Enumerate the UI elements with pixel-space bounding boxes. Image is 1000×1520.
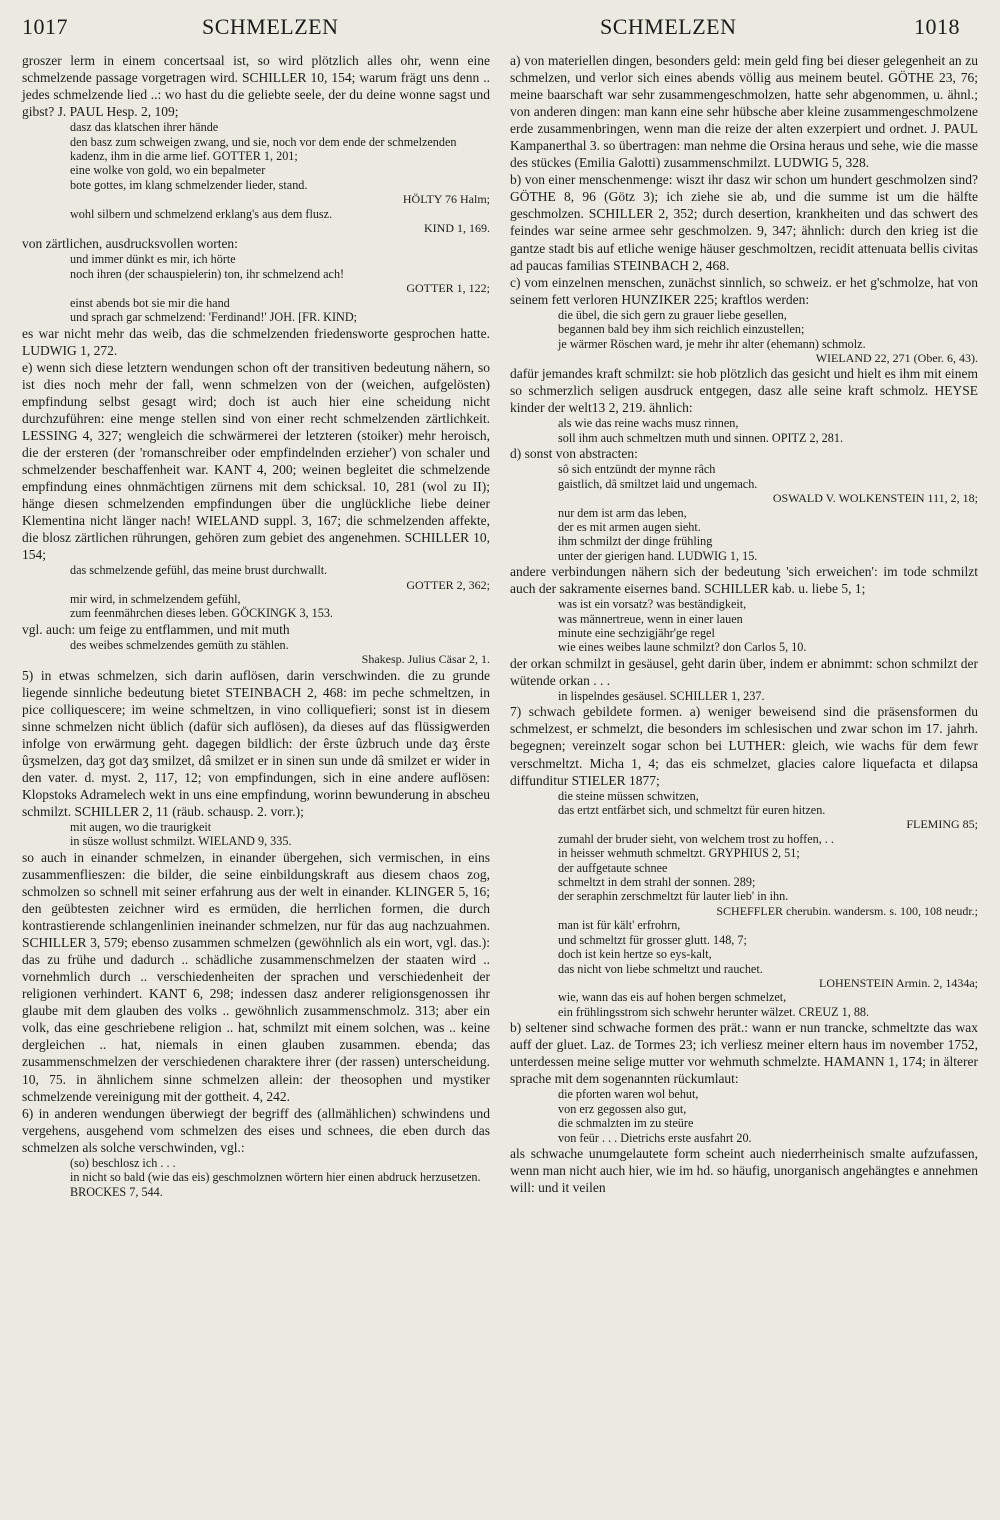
quotation-line: man ist für kält' erfrohrn, <box>558 918 681 933</box>
quotation-line: was männertreue, wenn in einer lauen <box>558 611 743 626</box>
right-column <box>510 52 978 1196</box>
quotation-line: die steine müssen schwitzen, <box>558 788 699 803</box>
quotation-source: FLEMING 85; <box>906 817 978 832</box>
quotation-line: soll ihm auch schmeltzen muth und sinnen. OPITZ 2, 281. <box>558 430 844 445</box>
quotation-block <box>22 1156 490 1199</box>
quotation-line: wie, wann das eis auf hohen bergen schmelzet, <box>558 990 787 1005</box>
quotation-line: zumahl der bruder sieht, von welchem trost zu hoffen, . . <box>558 831 834 846</box>
quotation-block <box>510 1087 978 1145</box>
quotation-line: begannen bald bey ihm sich reichlich einzustellen; <box>558 322 805 337</box>
quotation-line: wohl silbern und schmelzend erklang's aus dem flusz. <box>70 206 333 221</box>
entry-paragraph: so auch in einander schmelzen, in einander übergehen, sich vermischen, in eins zusammenflieszen: die bilder, die seine einbildungskraft aus diesem chaos zog, schmolzen so schnell mit seiner erfahrung aus der welt in einander. KLINGER 5, 16; den geübtesten zeichner wird es ermüden, die herrlichen formen, die durch kontrastierende schlangenlinien ineinander schmelzen, nur für das aug nachzuahmen. SCHILLER 3, 579; ebenso zusammen schmelzen (gewöhnlich als ein wort, vgl. das.): das zu frühe und dadurch .. schädliche zusammenschmelzen der staaten wird .. vornehmlich durch .. verschiedenheiten der sprachen und verschiedenheit der religionen verhindert. KANT 6, 298; indessen dasz anderer religionsgenossen ihr glaube mit dem glauben des volks .. gewöhnlich zusammenschmolz. 313; aber ein volk, das eine geschriebene religion .. hat, schmilzt mit einem solchen, was .. keine dergleichen .. hat, niemals in einen glauben zusammen. ebenda; das zusammenschmelzen der verschiedenen charaktere ihrer (der rassen) unterscheidung. 10, 75. in ähnlichem sinne schmelzen allein: der theosophen und mystiker schmelzende vereinigung mit der gottheit. 4, 242. <box>22 849 490 1104</box>
quotation-source: HÖLTY 76 Halm; <box>402 192 490 207</box>
entry-paragraph: vgl. auch: um feige zu entflammen, und mit muth <box>22 621 290 637</box>
quotation-source: KIND 1, 169. <box>424 221 490 236</box>
quotation-line: von feür . . . Dietrichs erste ausfahrt 20. <box>558 1130 752 1145</box>
quotation-line: und immer dünkt es mir, ich hörte <box>70 252 236 267</box>
quotation-source: GOTTER 2, 362; <box>406 577 490 592</box>
quotation-source: OSWALD V. WOLKENSTEIN 111, 2, 18; <box>772 491 978 506</box>
quotation-source: SCHEFFLER cherubin. wandersm. s. 100, 108 neudr.; <box>716 903 978 918</box>
quotation-line: in nicht so bald (wie das eis) geschmolznen wörtern hier einen abdruck herzusetzen. BROCKES 7, 544. <box>70 1170 481 1199</box>
entry-paragraph: a) von materiellen dingen, besonders geld: mein geld fing bei dieser gelegenheit an zu schmelzen, und verlor sich eines abends völlig aus meinem beutel. GÖTHE 23, 76; meine baarschaft war sehr zusammengeschmolzen, hatte sehr abgenommen, u. ähnl.; von anderen dingen: man kann eine sehr hübsche aber kleine zusammengeschmolzene erde zusammenbringen, wenn man die reize der alten exzerpiert und ordnet. J. PAUL Kampanerthal 3. so übertragen: man nehme die Orsina heraus und sehe, wie die masse des stückes (Emilia Galotti) zusammenschmilzt. LUDWIG 5, 328. <box>510 53 978 171</box>
quotation-line: das schmelzende gefühl, das meine brust durchwallt. <box>70 563 328 578</box>
entry-paragraph: es war nicht mehr das weib, das die schmelzenden friedensworte gesprochen hatte. LUDWIG 1, 272. <box>22 325 490 358</box>
quotation-line: dasz das klatschen ihrer hände <box>70 120 219 135</box>
quotation-line: minute eine sechzigjähr'ge regel <box>558 626 715 641</box>
quotation-block <box>510 597 978 655</box>
entry-paragraph: 5) in etwas schmelzen, sich darin auflösen, darin verschwinden. die zu grunde liegende sinnliche bedeutung bietet STEINBACH 2, 468: im peche schmeltzen, in pice colliquescere; im weine schmeltzen, in vino colliquefieri; sonst ist in diesem sinne schmelzen nicht üblich (dafür sich auflösen), da dieses auf das flüssigwerden infolge von erwärmung geht. dagegen bildlich: der êrste ûzbruch unde daʒ êrste ûʒsmelzen, daʒ got daʒ smilzet, dâ smilzet er in sinen sun unde dâ smilzet er wider in den vater. d. myst. 2, 117, 12; von empfindungen, sich in eine andere auflösen: Klopstoks Adramelech wekt in uns eine empfindung, worinn bewunderung in abscheu schmilzt. SCHILLER 2, 11 (räub. schausp. 2. vorr.); <box>22 667 490 820</box>
quotation-block <box>510 308 978 366</box>
quotation-line: bote gottes, im klang schmelzender lieder, stand. <box>70 177 308 192</box>
entry-paragraph: andere verbindungen nähern sich der bedeutung 'sich erweichen': im tode schmilzt auch der sakramente eisernes band. SCHILLER kab. u. liebe 5, 1; <box>510 564 978 597</box>
quotation-line: ein frühlingsstrom sich schwehr herunter wälzet. CREUZ 1, 88. <box>558 1004 870 1019</box>
entry-paragraph: dafür jemandes kraft schmilzt: sie hob plötzlich das gesicht und hielt es ihm mit einem so schmerzlich seligen ausdruck entgegen, dasz alle seine kraft schmolz. HEYSE kinder der welt13 2, 219. ähnlich: <box>510 366 978 416</box>
quotation-block <box>22 120 490 235</box>
quotation-line: das nicht von liebe schmeltzt und rauchet. <box>558 961 763 976</box>
entry-paragraph: d) sonst von abstracten: <box>510 446 638 462</box>
quotation-source: WIELAND 22, 271 (Ober. 6, 43). <box>815 350 978 365</box>
quotation-block <box>22 820 490 849</box>
entry-paragraph: 7) schwach gebildete formen. a) weniger beweisend sind die präsensformen du schmelzest, er schmelzt, die besonders im schlesischen und zwar schon im 17. jahrh. begegnen; vereinzelt sogar schon bei LUTHER: gleich, wie wachs für dem fewr verschmeltzt. Micha 1, 4; das eis schmelzet, glacies calore liquefacta et dilapsa diffunditur STIELER 1877; <box>510 704 978 788</box>
page-number-left: 1017 <box>22 14 68 39</box>
quotation-block <box>22 638 490 667</box>
quotation-block <box>510 689 978 703</box>
quotation-line: je wärmer Röschen ward, je mehr ihr alter (ehemann) schmolz. <box>558 336 866 351</box>
entry-paragraph: b) seltener sind schwache formen des prät.: wann er nun trancke, schmeltzte das wax auff der gluet. Laz. de Tormes 23; ich verliesz meiner eltern haus im november 1752, unterdessen meine selige mutter vor wehmuth schmelzte. HAMANN 1, 174; in älterer sprache mit dem sogenannten rückumlaut: <box>510 1020 978 1087</box>
quotation-line: sô sich entzündt der mynne râch <box>558 462 716 477</box>
entry-paragraph: e) wenn sich diese letztern wendungen schon oft der transitiven bedeutung nähern, so ist dies noch mehr der fall, wenn schmelzen von der (weichen, aufgelösten) empfindung selbst gesagt wird; doch ist auch hier eine scheidung nicht durchzuführen: eine menge stellen sind von einer recht schmelzenden zärtlichkeit. LESSING 4, 327; wengleich die schwärmerei der letzteren (stoiker) mehr heroisch, die der ersteren (der 'romanschreiber oder empfindelnden erzieher') von schaler und schmelzender beschaffenheit war. KANT 4, 200; weinen begleitet die schmelzende empfindung eines ohnmächtigen zürnens mit dem schicksal. 10, 281 (wol zu II); hänge diesen schmelzenden empfindungen über die unglückliche liebe deiner Klementina nicht länger nach! WIELAND suppl. 3, 167; die schmelzenden affekte, die blosz zärtlichen rührungen, gehören zum gebiet des angenehmen. SCHILLER 10, 154; <box>22 359 490 563</box>
quotation-line: in süsze wollust schmilzt. WIELAND 9, 335. <box>70 834 292 849</box>
quotation-source: Shakesp. Julius Cäsar 2, 1. <box>361 652 490 667</box>
quotation-line: in lispelndes gesäusel. SCHILLER 1, 237. <box>558 688 765 703</box>
quotation-line: was ist ein vorsatz? was beständigkeit, <box>558 597 747 612</box>
quotation-block <box>510 462 978 563</box>
quotation-block <box>22 563 490 621</box>
quotation-line: nur dem ist arm das leben, <box>558 505 687 520</box>
entry-paragraph: groszer lerm in einem concertsaal ist, so wird plötzlich alles ohr, wenn eine schmelzende passage vorgetragen wird. SCHILLER 10, 154; warum frägt uns denn .. jedes schmelzende lied ..: wo hast du die geliebte seele, der du deine wonne sagst und gibst? J. PAUL Hesp. 2, 109; <box>22 53 490 120</box>
running-head-left: SCHMELZEN <box>202 14 339 39</box>
quotation-line: von erz gegossen also gut, <box>558 1101 687 1116</box>
quotation-line: eine wolke von gold, wo ein bepalmeter <box>70 163 266 178</box>
quotation-line: den basz zum schweigen zwang, und sie, noch vor dem ende der schmelzenden kadenz, ihm in die arme lief. GOTTER 1, 201; <box>70 134 457 163</box>
quotation-line: noch ihren (der schauspielerin) ton, ihr schmelzend ach! <box>70 266 345 281</box>
entry-paragraph: 6) in anderen wendungen überwiegt der begriff des (allmählichen) schwindens und vergehens, ausgehend vom schmelzen des eises und schnees, die eben durch das schmelzen als solche verschwinden, vgl.: <box>22 1105 490 1155</box>
quotation-line: mir wird, in schmelzendem gefühl, <box>70 591 241 606</box>
entry-paragraph: c) vom einzelnen menschen, zunächst sinnlich, so schweiz. er het g'schmolze, hat von seinem fett verloren HUNZIKER 225; kraftlos werden: <box>510 274 978 307</box>
quotation-line: unter der gierigen hand. LUDWIG 1, 15. <box>558 548 758 563</box>
quotation-source: LOHENSTEIN Armin. 2, 1434a; <box>819 975 978 990</box>
quotation-line: ihm schmilzt der dinge frühling <box>558 534 713 549</box>
quotation-line: der es mit armen augen sieht. <box>558 519 701 534</box>
quotation-line: zum feenmährchen dieses leben. GÖCKINGK 3, 153. <box>70 606 333 621</box>
quotation-line: der auffgetaute schnee <box>558 860 668 875</box>
quotation-line: einst abends bot sie mir die hand <box>70 295 230 310</box>
quotation-line: der seraphin zerschmeltzt für lauter lieb' in ihn. <box>558 889 789 904</box>
quotation-line: wie eines weibes laune schmilzt? don Carlos 5, 10. <box>558 640 807 655</box>
page-number-right: 1018 <box>914 14 960 39</box>
quotation-line: die übel, die sich gern zu grauer liebe gesellen, <box>558 307 787 322</box>
quotation-line: gaistlich, dâ smiltzet laid und ungemach. <box>558 476 758 491</box>
quotation-block <box>510 789 978 1020</box>
quotation-block <box>22 252 490 324</box>
quotation-line: das ertzt entfärbet sich, und schmeltzt für euren hitzen. <box>558 803 826 818</box>
quotation-line: (so) beschlosz ich . . . <box>70 1155 176 1170</box>
quotation-line: und schmeltzt für grosser glutt. 148, 7; <box>558 932 747 947</box>
quotation-line: des weibes schmelzendes gemüth zu stählen. <box>70 637 289 652</box>
running-head-right: SCHMELZEN <box>600 14 737 39</box>
entry-paragraph: von zärtlichen, ausdrucksvollen worten: <box>22 236 238 252</box>
quotation-block <box>510 416 978 445</box>
quotation-line: die pforten waren wol behut, <box>558 1087 699 1102</box>
entry-paragraph: als schwache unumgelautete form scheint auch niederrheinisch smalte aufzufassen, wenn man nicht auch hier, wie im hd. so häufig, unorganisch angehängtes e annehmen will: und it veilen <box>510 1145 978 1196</box>
quotation-line: schmeltzt in dem strahl der sonnen. 289; <box>558 875 756 890</box>
entry-paragraph: b) von einer menschenmenge: wiszt ihr dasz wir schon um hundert geschmolzen sind? GÖTHE 8, 96 (Götz 3); ich ziehe sie ab, und die summe ist um die hälfte geschmolzen. SCHILLER 2, 352; durch desertion, krankheiten und das schwert des feindes war seine armee sehr geschmolzen. 9, 347; ähnlich: durch den krieg ist die gantze stadt bis auf etliche wenige häuser geschmoltzen, recidit attenuata bellis civitas ad paucas familias STEINBACH 2, 468. <box>510 172 978 273</box>
quotation-line: die schmalzten im zu steüre <box>558 1116 694 1131</box>
quotation-line: doch ist kein hertze so eys-kalt, <box>558 947 712 962</box>
quotation-line: als wie das reine wachs musz rinnen, <box>558 416 739 431</box>
quotation-line: und sprach gar schmelzend: 'Ferdinand!' JOH. [FR. KIND; <box>70 310 358 325</box>
left-column <box>22 52 490 1199</box>
quotation-line: mit augen, wo die traurigkeit <box>70 820 212 835</box>
quotation-line: in heisser wehmuth schmeltzt. GRYPHIUS 2, 51; <box>558 846 800 861</box>
entry-paragraph: der orkan schmilzt in gesäusel, geht darin über, indem er abnimmt: schon schmilzt der wütende orkan . . . <box>510 655 978 688</box>
quotation-source: GOTTER 1, 122; <box>406 281 490 296</box>
